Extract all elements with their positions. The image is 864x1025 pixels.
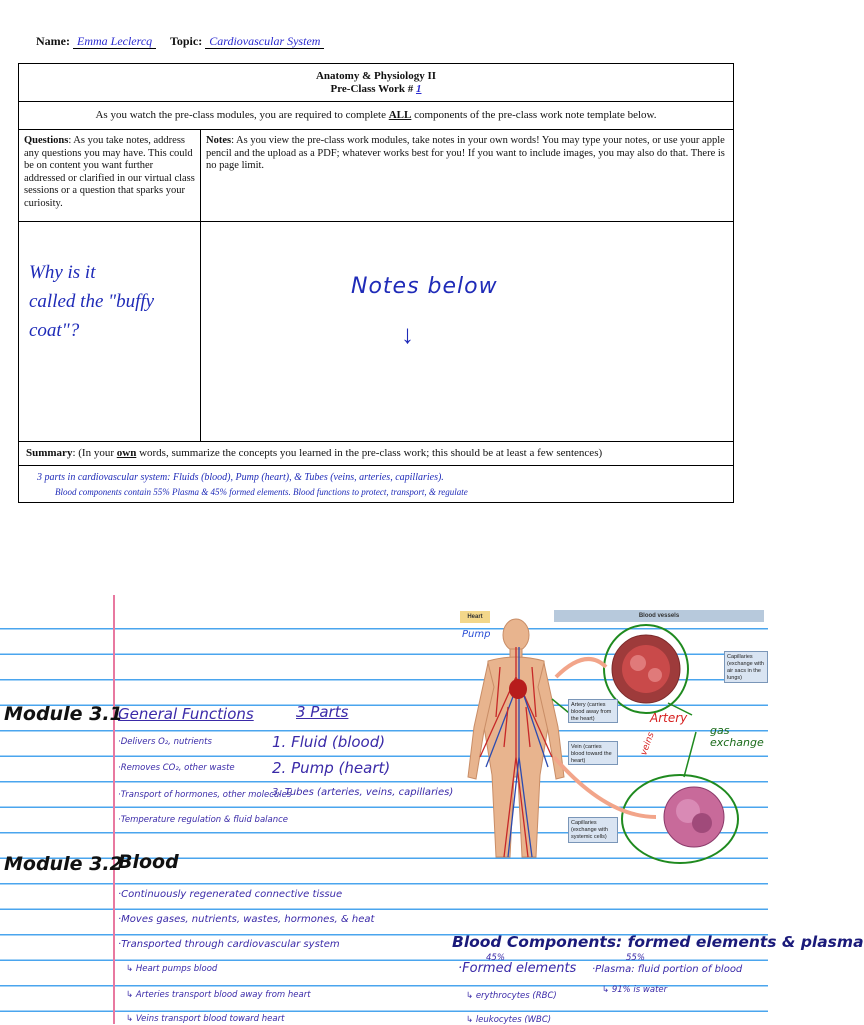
three-parts-heading: 3 Parts: [296, 703, 349, 721]
general-functions-heading: General Functions: [118, 705, 254, 723]
plasma-percent: 55%: [626, 953, 645, 963]
name-value: Emma Leclercq: [73, 34, 156, 49]
questions-header: Questions: As you take notes, address any questions you may have. This could be on content you want further addressed or clarified in our virtual class sessions or a question that sparks your curiosity.: [19, 130, 201, 221]
artery-annotation: Artery: [650, 711, 688, 725]
gas-exchange-annotation: gas exchange: [710, 724, 764, 749]
questions-cell: [19, 222, 201, 441]
vein-caption: Vein (carries blood toward the heart): [568, 741, 618, 765]
formed-elements: ·Formed elements: [458, 961, 577, 976]
blood-point: ·Transported through cardiovascular system: [118, 939, 340, 950]
topic-label: Topic:: [169, 34, 203, 48]
name-label: Name:: [36, 34, 70, 48]
blood-point: ↳ Arteries transport blood away from heart: [126, 990, 311, 1000]
lung-capillaries-caption: Capillaries (exchange with air sacs in the lungs): [724, 651, 768, 683]
part-item: 1. Fluid (blood): [272, 733, 386, 751]
blood-point: ↳ Heart pumps blood: [126, 964, 218, 974]
arrow-to-lungs: [556, 659, 606, 677]
topic-value: Cardiovascular System: [205, 34, 324, 49]
down-arrow-icon: ↓: [401, 320, 414, 349]
preclass-worksheet-table: [18, 63, 734, 503]
blood-point: ·Continuously regenerated connective tissue: [118, 889, 343, 900]
blood-components-heading: Blood Components: formed elements & plasma: [452, 933, 864, 951]
work-number: 1: [415, 83, 422, 95]
function-item: ·Removes CO₂, other waste: [118, 763, 235, 773]
erythrocytes: ↳ erythrocytes (RBC): [466, 991, 557, 1001]
heart-shape: [509, 679, 527, 699]
handwritten-summary: 3 parts in cardiovascular system: Fluids (blood), Pump (heart), & Tubes (veins, arteries, capillaries). Blood components contain 55% Plasma & 45% formed elements. Blood functions to protect, transport, & regulate: [37, 472, 468, 497]
blood-point: ↳ Veins transport blood toward heart: [126, 1014, 285, 1024]
figure-vessels-label: Blood vessels: [554, 610, 764, 622]
column-headers: [19, 130, 733, 222]
formed-percent: 45%: [486, 953, 505, 963]
part-item: 3. Tubes (arteries, veins, capillaries): [272, 787, 454, 798]
systemic-capillaries-caption: Capillaries (exchange with systemic cells): [568, 817, 618, 843]
pump-annotation: Pump: [462, 629, 491, 640]
handwritten-question: Why is it called the "buffy coat"?: [29, 262, 155, 341]
module-32-heading: Module 3.2: [4, 853, 123, 875]
artery-caption: Artery (carries blood away from the heart): [568, 699, 618, 723]
name-topic-line: [36, 34, 324, 49]
summary-header: Summary: (In your own words, summarize the concepts you learned in the pre-class work; this should be at least a few sentences): [19, 442, 733, 466]
function-item: ·Delivers O₂, nutrients: [118, 737, 212, 747]
course-title: Anatomy & Physiology II: [315, 70, 437, 82]
plasma-definition: ·Plasma: fluid portion of blood: [592, 964, 743, 975]
blood-point: ·Moves gases, nutrients, wastes, hormones, & heat: [118, 914, 375, 925]
plasma-water: ↳ 91% is water: [602, 985, 668, 995]
veins-annotation: veins: [639, 731, 657, 757]
handwritten-notes-below: Notes below: [351, 274, 498, 299]
worksheet-title: [19, 64, 733, 102]
notes-body: [19, 222, 733, 442]
notes-header: Notes: As you view the pre-class work modules, take notes in your own words! You may type your notes, or use your apple pencil and the upload as a PDF; whatever works best for you! If you want to include images, you may also do that. There is no page limit.: [206, 135, 725, 171]
preclass-work-title: Pre-Class Work # 1: [330, 83, 422, 95]
instructions: As you watch the pre-class modules, you are required to complete ALL components of the pre-class work note template below.: [19, 102, 733, 130]
notebook-page: [0, 595, 864, 1025]
leukocytes: ↳ leukocytes (WBC): [466, 1015, 552, 1025]
cardiovascular-figure: [456, 607, 768, 863]
blood-heading: Blood: [118, 851, 179, 873]
part-item: 2. Pump (heart): [272, 759, 391, 777]
function-item: ·Temperature regulation & fluid balance: [118, 815, 289, 825]
margin-line: [113, 595, 115, 1024]
figure-heart-label: Heart: [460, 611, 490, 623]
module-31-heading: Module 3.1: [4, 703, 123, 725]
function-item: ·Transport of hormones, other molecules: [118, 790, 292, 800]
